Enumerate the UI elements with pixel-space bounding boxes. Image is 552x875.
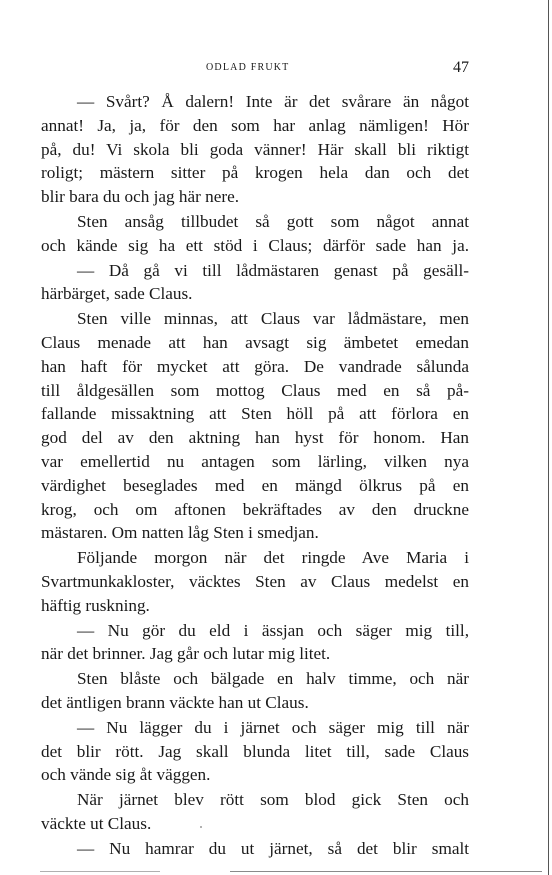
text-line: när det brinner. Jag går och lutar mig litet. [41,644,331,664]
text-line: god del av den aktning han hyst för honom. Han [41,428,469,448]
text-line: — Nu lägger du i järnet och säger mig till när [77,717,469,737]
text-line: häftig ruskning. [41,595,150,615]
text-line: fallande missaktning att Sten höll på att förlora en [41,404,469,424]
text-line: väckte ut Claus. [41,813,152,833]
text-line: blir bara du och jag här nere. [41,187,240,207]
text-line: var emellertid nu antagen som lärling, vilken nya [41,451,469,471]
text-line: Sten ville minnas, att Claus var lådmästare, men [77,309,469,329]
text-line: Claus menade att han avsagt sig ämbetet emedan [41,332,469,352]
text-line: och kände sig ha ett stöd i Claus; därför sade han ja. [41,235,469,255]
text-line: det äntligen brann väckte han ut Claus. [41,692,309,712]
text-line: — Nu hamrar du ut järnet, så det blir smalt [77,838,469,858]
text-line: det blir rött. Jag skall blunda litet till, sade Claus [41,741,469,761]
page-edge-line [548,0,549,875]
paper-speck [200,826,202,828]
page-number: 47 [453,59,469,76]
body-text [41,90,469,861]
text-line: — Nu gör du eld i ässjan och säger mig till, [77,620,469,640]
text-line: och vände sig åt väggen. [41,765,211,785]
text-line: annat! Ja, ja, för den som har anlag nämligen! Hör [41,115,469,135]
text-line: — Svårt? Å dalern! Inte är det svårare än något [77,92,469,111]
page-bottom-edge [230,871,542,872]
text-line: Sten ansåg tillbudet så gott som något annat [77,211,469,231]
text-line: När järnet blev rött som blod gick Sten och [77,790,469,810]
text-line: härbärget, sade Claus. [41,284,193,304]
text-line: — Då gå vi till lådmästaren genast på gesäll- [77,260,469,280]
text-line: han haft för mycket att göra. De vandrade sålunda [41,356,469,376]
text-line: roligt; mästern sitter på krogen hela dan och det [41,163,469,183]
text-line: värdighet beseglades med en mängd ölkrus på en [41,475,469,495]
text-line: Följande morgon när det ringde Ave Maria i [77,548,469,568]
text-line: mästaren. Om natten låg Sten i smedjan. [41,523,319,543]
running-head [0,59,552,76]
text-line: på, du! Vi skola bli goda vänner! Här skall bli riktigt [41,139,469,159]
text-line: till åldgesällen som mottog Claus med en så på- [41,380,469,400]
text-line: krog, och om aftonen bekräftades av den druckne [41,499,469,519]
running-title: ODLAD FRUKT [206,62,290,73]
text-line: Svartmunkakloster, väcktes Sten av Claus medelst en [41,571,469,591]
text-line: Sten blåste och bälgade en halv timme, och när [77,669,469,689]
page-bottom-edge-left [40,871,160,872]
